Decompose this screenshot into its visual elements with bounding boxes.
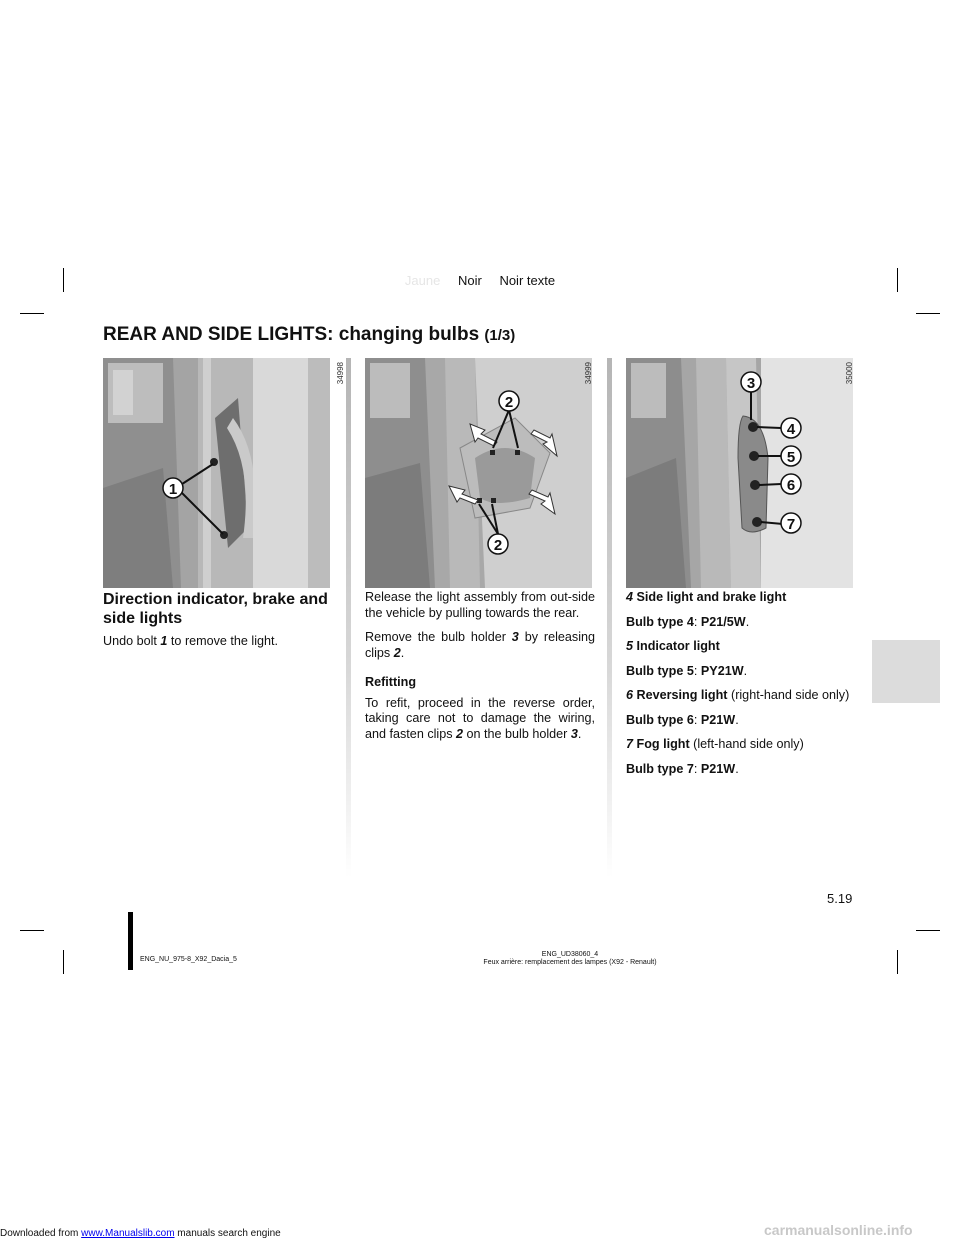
text-run: Bulb type 7 <box>626 761 694 776</box>
banner-text: Downloaded from <box>0 1228 82 1239</box>
bulb-code: PY21W <box>700 663 744 678</box>
callout-2-top: 2 <box>504 394 514 411</box>
text-run: Fog light <box>636 737 690 751</box>
text-run: Side light and brake light <box>636 590 787 604</box>
subheading-refitting: Refitting <box>365 675 417 689</box>
text-run: To refit, proceed in the reverse order, taking care not to damage the wiring, and fasten clips <box>365 695 595 741</box>
page-number: 5.19 <box>827 891 853 906</box>
text-run: Bulb type 6 <box>626 712 694 727</box>
illustration-rear-light-bolt <box>103 358 330 588</box>
ref-number: 3 <box>570 726 578 741</box>
illustration-2-drawing <box>365 358 592 588</box>
illustration-ref-number: 34998 <box>336 362 345 385</box>
column-separator <box>607 358 612 878</box>
page-title-part: (1/3) <box>484 327 516 344</box>
watermark: carmanualsonline.info <box>764 1222 913 1238</box>
text-run: Remove the bulb holder <box>365 630 512 644</box>
footer-bar <box>128 912 133 970</box>
crop-mark <box>20 930 44 931</box>
callout-6: 6 <box>786 477 796 494</box>
text-run: Bulb type 4 <box>626 614 694 629</box>
illustration-bulb-holder <box>626 358 853 588</box>
manualslib-link[interactable]: www.Manualslib.com <box>81 1228 175 1239</box>
text-run: . <box>400 645 405 660</box>
crop-mark <box>916 313 940 314</box>
text-run: Undo bolt <box>103 634 161 648</box>
callout-2-bottom: 2 <box>493 537 503 554</box>
callout-1: 1 <box>168 481 178 498</box>
bulb-type: Bulb type 6: P21W. <box>626 712 739 727</box>
text-run: by releasing clips <box>365 630 596 660</box>
illustration-ref-number: 35000 <box>845 362 854 385</box>
illustration-3-drawing <box>626 358 853 588</box>
text-run: . <box>577 726 582 741</box>
bulb-code: P21W <box>700 712 736 727</box>
footer-section-code <box>440 951 700 967</box>
chapter-tab <box>872 640 940 703</box>
color-label-black: Noir <box>457 273 482 288</box>
paragraph <box>365 696 595 743</box>
illustration-light-clips <box>365 358 592 588</box>
footer-desc-line: Feux arrière: remplacement des lampes (X92 - Renault) <box>483 959 657 966</box>
column-3-text <box>626 590 856 786</box>
download-banner <box>0 1228 281 1239</box>
text-run: (right-hand side only) <box>727 688 850 702</box>
text-run: Indicator light <box>636 639 720 653</box>
text-run: on the bulb holder <box>463 726 571 741</box>
callout-7: 7 <box>786 516 796 533</box>
text-run: to remove the light. <box>167 634 279 648</box>
bulb-type: Bulb type 5: PY21W. <box>626 663 748 678</box>
ref-number: 1 <box>160 634 168 648</box>
callout-4: 4 <box>786 421 796 438</box>
bulb-code: P21W <box>700 761 736 776</box>
ref-number: 2 <box>456 726 464 741</box>
section-heading: Direction indicator, brake and side lights <box>103 591 328 627</box>
crop-mark <box>916 930 940 931</box>
text-run: (left-hand side only) <box>689 737 804 751</box>
crop-mark <box>20 313 44 314</box>
column-2-text <box>365 590 595 751</box>
text-run: Reversing light <box>636 688 728 702</box>
crop-mark <box>897 950 898 974</box>
bulb-item-label <box>626 590 856 606</box>
paragraph: Release the light assembly from out-side the vehicle by pulling towards the rear. <box>365 590 595 620</box>
bulb-item-label <box>626 737 856 753</box>
footer-doc-code: ENG_NU_975-8_X92_Dacia_5 <box>140 956 237 963</box>
crop-mark <box>63 950 64 974</box>
color-label-black-text: Noir texte <box>499 273 556 288</box>
color-separation-labels <box>0 273 960 288</box>
ref-number: 7 <box>626 737 634 751</box>
ref-number: 4 <box>626 590 634 604</box>
bulb-item-label <box>626 639 856 655</box>
color-label-yellow: Jaune <box>404 273 441 288</box>
illustration-ref-number: 34999 <box>584 362 593 385</box>
page-title <box>103 324 515 346</box>
bulb-code: P21/5W <box>700 614 746 629</box>
text-run: Bulb type 5 <box>626 663 694 678</box>
paragraph <box>103 634 333 650</box>
bulb-type: Bulb type 4: P21/5W. <box>626 614 750 629</box>
callout-3: 3 <box>746 375 756 392</box>
illustration-1-drawing <box>103 358 330 588</box>
ref-number: 3 <box>511 630 519 644</box>
bulb-type: Bulb type 7: P21W. <box>626 761 739 776</box>
column-separator <box>346 358 351 878</box>
page-title-main: REAR AND SIDE LIGHTS: changing bulbs <box>103 324 480 345</box>
banner-text: manuals search engine <box>174 1228 281 1239</box>
column-1-text <box>103 590 333 659</box>
ref-number: 6 <box>626 688 634 702</box>
ref-number: 2 <box>393 645 401 660</box>
callout-5: 5 <box>786 449 796 466</box>
paragraph <box>365 630 595 661</box>
bulb-item-label <box>626 688 856 704</box>
ref-number: 5 <box>626 639 634 653</box>
footer-code-line: ENG_UD38060_4 <box>541 951 599 958</box>
